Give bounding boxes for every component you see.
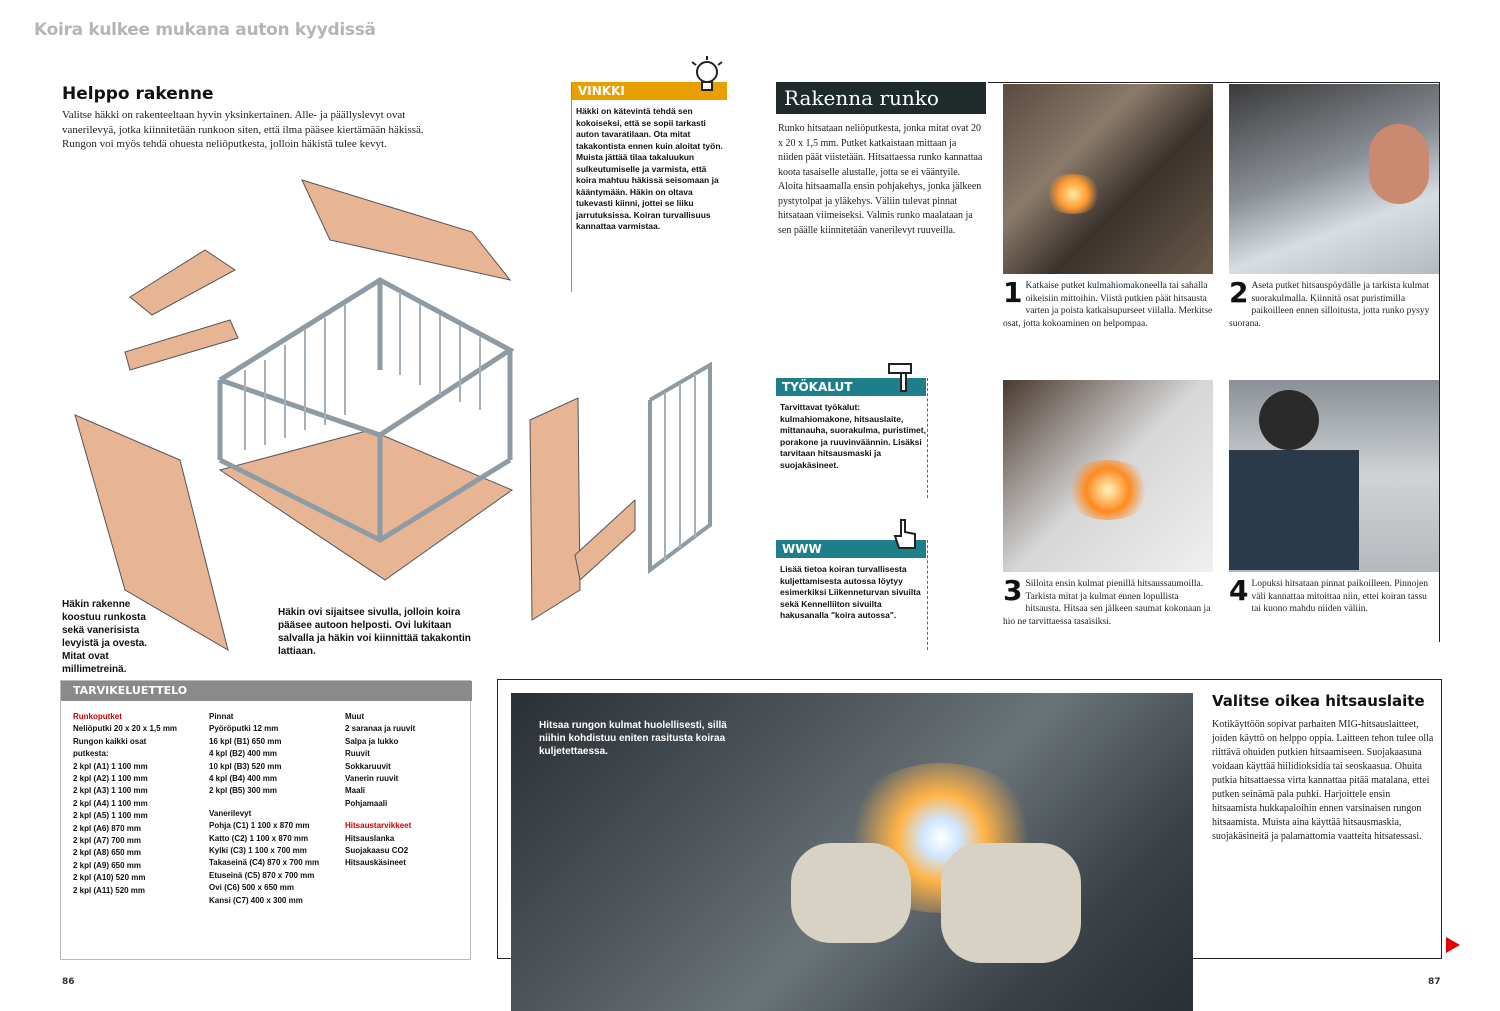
col2-heading: Pinnat xyxy=(209,712,234,721)
step-photo-3 xyxy=(1003,380,1213,572)
col3-item: Pohjamaali xyxy=(345,798,388,808)
www-label: WWW xyxy=(776,540,926,558)
hammer-icon xyxy=(883,360,923,392)
step-1-number: 1 xyxy=(1003,276,1023,309)
tyokalut-box xyxy=(776,378,928,498)
col2-item: Etuseinä (C5) 870 x 700 mm xyxy=(209,870,315,880)
vinkki-label: VINKKI xyxy=(572,82,727,100)
col3-item: Hitsauslanka xyxy=(345,833,395,843)
col2-item: Pyöröputki 12 mm xyxy=(209,724,279,734)
tyokalut-text: Tarvittavat työkalut: kulmahiomakone, hitsauslaite, mittanauha, suorakulma, puristimet, porakone ja ruuvinväännin. Lisäksi tarvitaan hitsausmaski ja suojakäsineet. xyxy=(780,402,926,470)
www-text: Lisää tietoa koiran turvallisesta kuljettamisesta autossa löytyy esimerkiksi Liikenneturvan sivuilta sekä Kennelliiton sivuilta hakusanalla "koira autossa". xyxy=(780,564,921,620)
running-head: Koira kulkee mukana auton kyydissä xyxy=(34,20,376,40)
col1-item: 2 kpl (A2) 1 100 mm xyxy=(73,774,148,784)
right-side-panel xyxy=(530,398,580,620)
col3-item: Hitsauskäsineet xyxy=(345,858,406,868)
col1-item: 2 kpl (A6) 870 mm xyxy=(73,823,142,833)
col2-item: 4 kpl (B2) 400 mm xyxy=(209,749,278,759)
col3-item: Maali xyxy=(345,786,366,796)
step-3 xyxy=(1003,574,1213,628)
col2-item: 10 kpl (B3) 520 mm xyxy=(209,761,282,771)
tarvikkeet-col1 xyxy=(73,711,203,897)
col3-item: Sokkaruuvit xyxy=(345,761,391,771)
lightbulb-icon xyxy=(690,56,724,96)
col2-item: Kansi (C7) 400 x 300 mm xyxy=(209,895,303,905)
col1-item: Neliöputki 20 x 20 x 1,5 mm xyxy=(73,724,178,734)
frame-detail-bars xyxy=(665,374,695,560)
rakenna-title: Rakenna runko xyxy=(776,82,986,114)
www-box xyxy=(776,540,928,650)
col2-item: Takaseinä (C4) 870 x 700 mm xyxy=(209,858,320,868)
welding-photo xyxy=(511,693,1193,1011)
col2-heading-2: Vanerilevyt xyxy=(209,808,252,818)
col1-item: 2 kpl (A3) 1 100 mm xyxy=(73,786,148,796)
diagram-caption-mid: Häkin ovi sijaitsee sivulla, jolloin koira pääsee autoon helposti. Ovi lukitaan salvalla ja häkin voi kiinnittää takakontin lattiaan. xyxy=(278,607,471,657)
vinkki-text: Häkki on kätevintä tehdä sen kokoiseksi, että se sopii tarkasti auton tavaratilaan. Ota mitat takakontista ennen kuin aloitat työn. Muista jättää tilaa takaluukun sulkeutumiselle ja varmista, että koira mahtuu häkissä seisomaan ja kääntymään. Häkin on oltava tukevasti kiinni, jottei se liiku jarrutuksissa. Koiran turvallisuus kannattaa varmistaa. xyxy=(576,106,723,231)
step-photo-4 xyxy=(1229,380,1439,572)
col1-item: 2 kpl (A5) 1 100 mm xyxy=(73,811,148,821)
tarvikeluettelo-label: TARVIKELUETTELO xyxy=(61,681,472,701)
page-number-left: 86 xyxy=(62,977,75,987)
door-panel xyxy=(575,500,635,580)
col3-item: 2 saranaa ja ruuvit xyxy=(345,724,416,734)
floor-panel xyxy=(220,430,512,580)
tarvikkeet-col3 xyxy=(345,711,465,870)
col2-item: Katto (C2) 1 100 x 870 mm xyxy=(209,833,309,843)
diagram-caption-left: Häkin rakenne koostuu runkosta sekä vanerisista levyistä ja ovesta. Mitat ovat millimetreinä. xyxy=(62,599,148,675)
col1-item: 2 kpl (A1) 1 100 mm xyxy=(73,761,148,771)
col2-item: 2 kpl (B5) 300 mm xyxy=(209,786,278,796)
col1-item: 2 kpl (A4) 1 100 mm xyxy=(73,798,148,808)
step-2-text: Aseta putket hitsauspöydälle ja tarkista kulmat suorakulmalla. Kiinnitä osat puristimilla paikoilleen ennen silloitusta, jotta runko pysyy suorana. xyxy=(1229,281,1430,329)
rakenna-text: Runko hitsataan neliöputkesta, jonka mitat ovat 20 x 20 x 1,5 mm. Putket katkaistaan mittaan ja niiden päät viistetään. Hitsattaessa runko kannattaa koota tasaiselle alustalle, jotta se ei vääntyile. Aloita hitsaamalla ensin pohjakehys, jonka jälkeen pystytolpat ja yläkehys. Väliin tulevat pinnat hitsataan viimeiseksi. Valmis runko maalataan ja sen päälle kiinnitetään vanerilevyt ruuveilla. xyxy=(778,123,983,236)
step-4-text: Lopuksi hitsataan pinnat paikoilleen. Pinnojen väli kannattaa mitoittaa niin, ettei koiran tassu tai kuono mahdu niiden väliin. xyxy=(1251,579,1428,614)
step-photo-1 xyxy=(1003,84,1213,274)
col3-heading: Muut xyxy=(345,712,365,721)
roof-panel xyxy=(302,180,510,280)
section-title-helppo: Helppo rakenne xyxy=(62,84,214,104)
col2-item: Kylki (C3) 1 100 x 700 mm xyxy=(209,846,307,856)
step-4 xyxy=(1229,574,1434,616)
strip-panel xyxy=(125,320,238,370)
col1-item: Rungon kaikki osat xyxy=(73,736,147,746)
intro-text: Valitse häkki on rakenteeltaan hyvin yksinkertainen. Alle- ja päällyslevyt ovat vanerilevyä, jotka kiinnitetään runkoon siten, että ilma pääsee kiertämään häkissä. Rungon voi myös tehdä ohuesta neliöputkesta, jolloin häkistä tulee kevyt. xyxy=(62,109,424,150)
col1-item: 2 kpl (A11) 520 mm xyxy=(73,885,146,895)
col2-item: 16 kpl (B1) 650 mm xyxy=(209,736,282,746)
valitse-title: Valitse oikea hitsauslaite xyxy=(1212,692,1425,710)
page-number-right: 87 xyxy=(1428,977,1441,987)
next-page-arrow-icon xyxy=(1446,937,1460,953)
step-3-number: 3 xyxy=(1003,574,1023,607)
col1-item: 2 kpl (A7) 700 mm xyxy=(73,836,142,846)
welding-caption: Hitsaa rungon kulmat huolellisesti, sillä niihin kohdistuu eniten rasitusta koiraa kuljetettaessa. xyxy=(539,720,727,757)
col3-item: Suojakaasu CO2 xyxy=(345,846,409,856)
col1-item: 2 kpl (A8) 650 mm xyxy=(73,848,142,858)
step-2-number: 2 xyxy=(1229,276,1249,309)
valitse-text: Kotikäyttöön sopivat parhaiten MIG-hitsauslaitteet, joiden käyttö on helppo oppia. Laitteen tehon tulee olla riittävä ohuiden putkien hitsaamiseen. Suojakaasuna voidaan käyttää hiilidioksidia tai seoskaasua. Ohuita putkia hitsattaessa virta kannattaa pitää matalana, ettei putken seinämä pala puhki. Harjoittele ensin hitsaamista hukkapaloihin ennen varsinaisen rungon hitsaamista. Muista aina käyttää hitsausmaskia, suojakäsineitä ja palamattomia vaatteita hitsatessasi. xyxy=(1212,719,1434,842)
col1-heading: Runkoputket xyxy=(73,712,122,721)
col1-item: 2 kpl (A10) 520 mm xyxy=(73,873,146,883)
tarvikeluettelo-box xyxy=(60,680,471,960)
vinkki-box xyxy=(571,82,726,292)
col1-item: putkesta: xyxy=(73,749,109,759)
step-2 xyxy=(1229,276,1439,330)
step-3-text: Silloita ensin kulmat pienillä hitsaussaumoilla. Tarkista mitat ja kulmat ennen lopullista hitsausta. Hitsaa sen jälkeen saumat kokonaan ja hio ne tarvittaessa tasaisiksi. xyxy=(1003,579,1211,627)
pointer-hand-icon xyxy=(891,518,921,552)
small-panel-top xyxy=(130,250,235,315)
col3-item: Salpa ja lukko xyxy=(345,736,399,746)
col3-item: Vanerin ruuvit xyxy=(345,774,399,784)
step-1-text: Katkaise putket kulmahiomakoneella tai sahalla oikeisiin mittoihin. Viistä putkien päät hitsausta varten ja poista katkaisupurseet viilalla. Merkitse osat, jotta kokoaminen on helpompaa. xyxy=(1003,281,1213,329)
tarvikkeet-col2 xyxy=(209,711,339,907)
col2-item: 4 kpl (B4) 400 mm xyxy=(209,774,278,784)
step-4-number: 4 xyxy=(1229,574,1249,607)
tyokalut-label: TYÖKALUT xyxy=(776,378,926,396)
step-1 xyxy=(1003,276,1213,330)
col2-item: Pohja (C1) 1 100 x 870 mm xyxy=(209,821,310,831)
col2-item: Ovi (C6) 500 x 650 mm xyxy=(209,883,294,893)
col1-item: 2 kpl (A9) 650 mm xyxy=(73,860,142,870)
step-photo-2 xyxy=(1229,84,1439,274)
col3-heading-2: Hitsaustarvikkeet xyxy=(345,821,412,831)
col3-item: Ruuvit xyxy=(345,749,370,759)
